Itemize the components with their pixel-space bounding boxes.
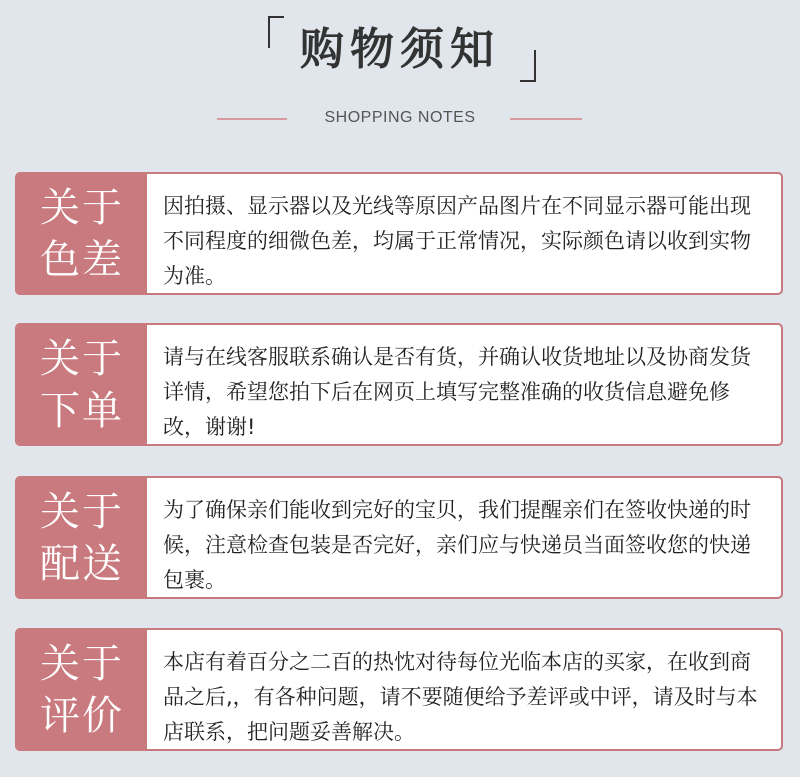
notice-card-color-difference: [15, 172, 783, 295]
card-label-line1: 关于: [40, 488, 124, 535]
card-label-line1: 关于: [40, 640, 124, 687]
notice-card-ordering: [15, 323, 783, 446]
card-label-line1: 关于: [40, 184, 124, 231]
card-text: 请与在线客服联系确认是否有货，并确认收货地址以及协商发货详情，希望您拍下后在网页上填写完整准确的收货信息避免修改，谢谢!: [163, 345, 751, 439]
card-text: 因拍摄、显示器以及光线等原因产品图片在不同显示器可能出现不同程度的细微色差，均属于正常情况，实际颜色请以收到实物为准。: [163, 194, 751, 288]
subtitle-divider-right: [510, 118, 582, 120]
card-text: 本店有着百分之二百的热忱对待每位光临本店的买家，在收到商品之后,，有各种问题，请不要随便给予差评或中评，请及时与本店联系，把问题妥善解决。: [163, 650, 758, 744]
card-label-line1: 关于: [40, 335, 124, 382]
notice-card-reviews: [15, 628, 783, 751]
page-subtitle: SHOPPING NOTES: [324, 109, 476, 126]
notes-header: [0, 0, 800, 150]
card-label: [17, 174, 147, 293]
card-label-line2: 下单: [40, 387, 124, 434]
card-text: 为了确保亲们能收到完好的宝贝，我们提醒亲们在签收快递的时候，注意检查包装是否完好，亲们应与快递员当面签收您的快递包裹。: [163, 498, 751, 592]
notice-card-delivery: [15, 476, 783, 599]
page-title: 购物须知: [300, 24, 500, 75]
card-label-line2: 色差: [40, 236, 124, 283]
card-label: [17, 478, 147, 597]
card-label-line2: 评价: [40, 692, 124, 739]
right-bracket-decoration: [520, 50, 536, 82]
card-label: [17, 630, 147, 749]
card-label-line2: 配送: [40, 540, 124, 587]
card-label: [17, 325, 147, 444]
